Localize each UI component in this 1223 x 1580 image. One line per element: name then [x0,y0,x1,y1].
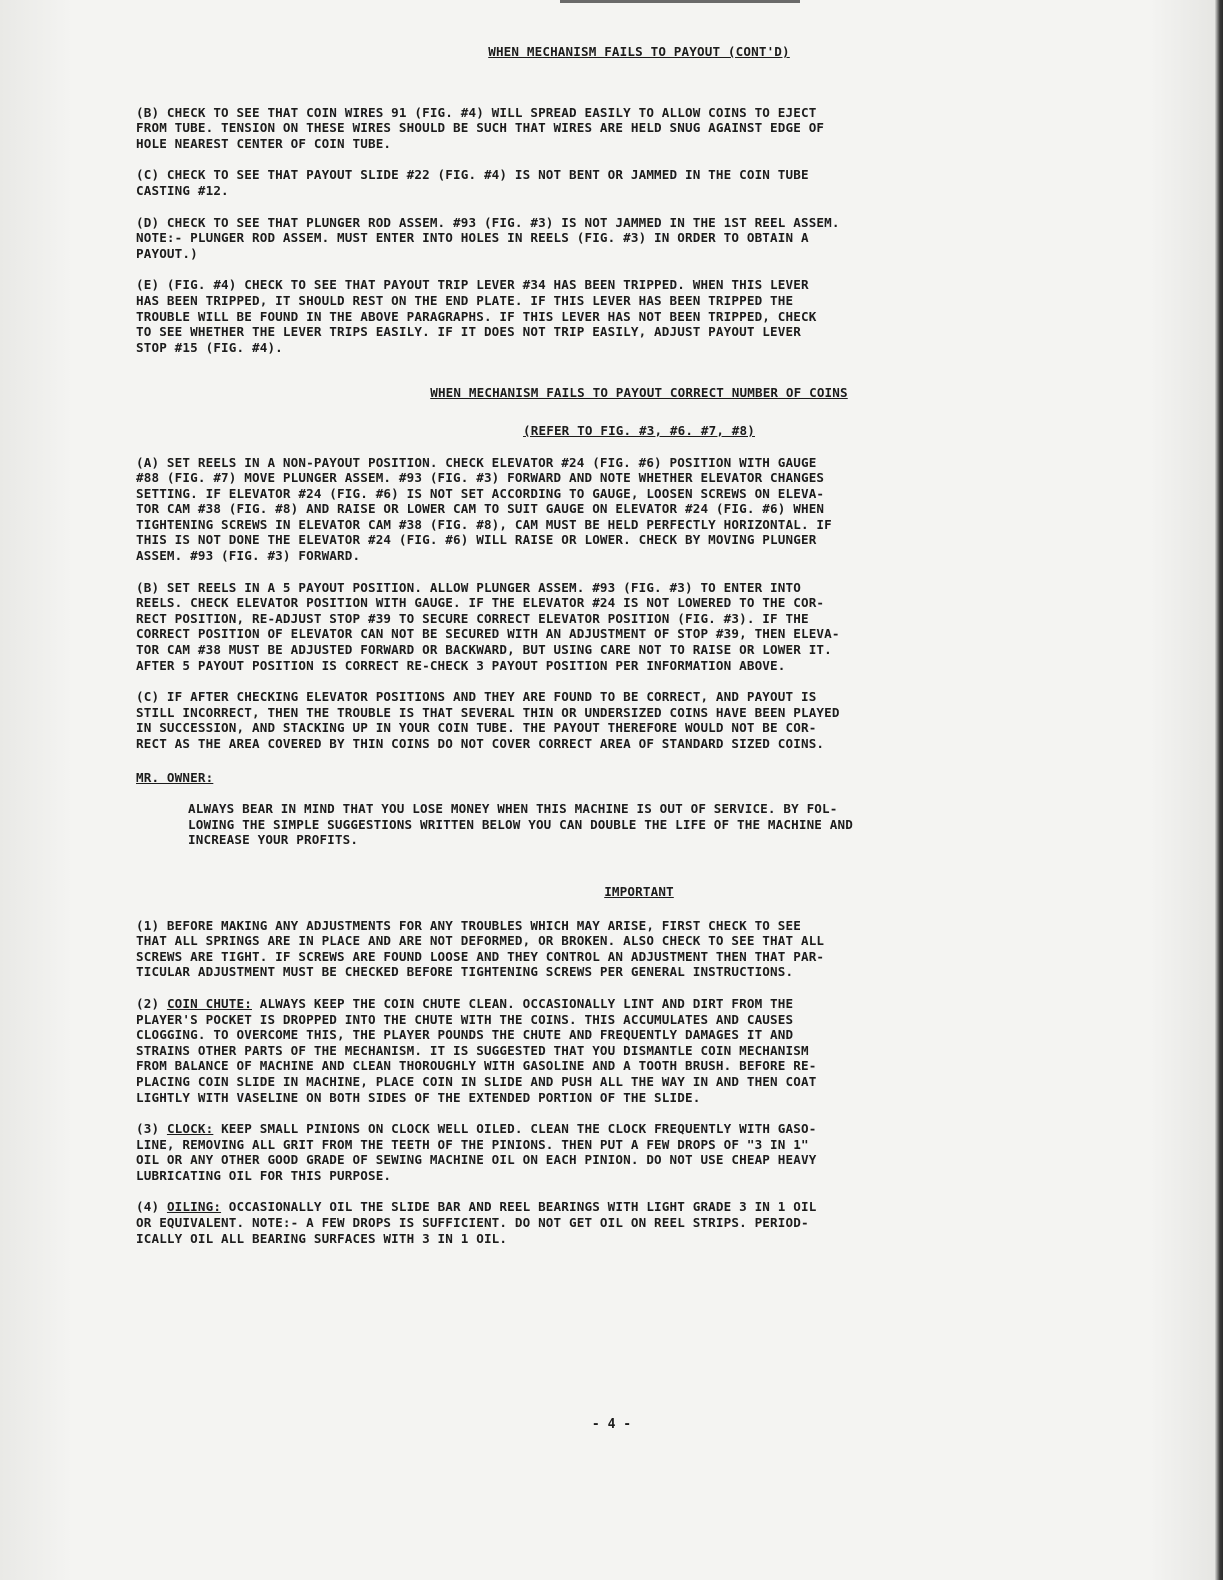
item-4-text: OCCASIONALLY OIL THE SLIDE BAR AND REEL BEARINGS WITH LIGHT GRADE 3 IN 1 OIL OR EQUIVALENT. NOTE:- A FEW DROPS IS SUFFICIENT. DO NOT GET OIL ON REEL STRIPS. PERIOD- ICALLY OIL ALL BEARING SURFACES WITH 3 IN 1 OIL. [136,1199,817,1246]
paragraph-2b: (B) SET REELS IN A 5 PAYOUT POSITION. ALLOW PLUNGER ASSEM. #93 (FIG. #3) TO ENTER INTO REELS. CHECK ELEVATOR POSITION WITH GAUGE. IF THE ELEVATOR #24 IS NOT LOWERED TO THE COR- RECT POSITION, RE-ADJUST STOP #39 TO SECURE CORRECT ELEVATOR POSITION (FIG. #3). IF THE CORRECT POSITION OF ELEVATOR CAN NOT BE SECURED WITH AN ADJUSTMENT OF STOP #39, THEN ELEVA- TOR CAM #38 MUST BE ADJUSTED FORWARD OR BACKWARD, BUT USING CARE NOT TO RAISE OR LOWER IT. AFTER 5 PAYOUT POSITION IS CORRECT RE-CHECK 3 PAYOUT POSITION PER INFORMATION ABOVE. [136,579,840,673]
important-item-1: (1) BEFORE MAKING ANY ADJUSTMENTS FOR ANY TROUBLES WHICH MAY ARISE, FIRST CHECK TO SEE THAT ALL SPRINGS ARE IN PLACE AND ARE NOT DEFORMED, OR BROKEN. ALSO CHECK TO SEE THAT ALL SCREWS ARE TIGHT. IF SCREWS ARE FOUND LOOSE AND THEY CONTROL AN ADJUSTMENT THEN THAT PAR- TICULAR ADJUSTMENT MUST BE CHECKED BEFORE TIGHTENING SCREWS PER GENERAL INSTRUCTIONS. [136,917,825,980]
heading-refer-figs: (REFER TO FIG. #3, #6. #7, #8) [523,422,755,438]
coin-chute-label: COIN CHUTE: [166,995,252,1011]
heading-important: IMPORTANT [604,883,674,899]
heading-correct-number: WHEN MECHANISM FAILS TO PAYOUT CORRECT NUMBER OF COINS [430,385,848,401]
page-number: - 4 - [591,1417,632,1432]
document-body [136,44,1056,1246]
important-item-3 [136,1121,1056,1183]
paragraph-b: (B) CHECK TO SEE THAT COIN WIRES 91 (FIG. #4) WILL SPREAD EASILY TO ALLOW COINS TO EJECT FROM TUBE. TENSION ON THESE WIRES SHOULD BE SUCH THAT WIRES ARE HELD SNUG AGAINST EDGE OF HOLE NEAREST CENTER OF COIN TUBE. [136,104,825,151]
important-item-2 [136,996,1056,1105]
important-item-4 [136,1199,1056,1246]
heading-payout-contd: WHEN MECHANISM FAILS TO PAYOUT (CONT'D) [488,44,790,59]
page-top-edge [560,0,800,3]
clock-label: CLOCK: [166,1121,214,1137]
page-right-edge [1215,0,1223,1580]
item-4-number: (4) [136,1199,160,1215]
paragraph-2a: (A) SET REELS IN A NON-PAYOUT POSITION. CHECK ELEVATOR #24 (FIG. #6) POSITION WITH GAUGE #88 (FIG. #7) MOVE PLUNGER ASSEM. #93 (FIG. #3) FORWARD AND NOTE WHETHER ELEVATOR CHANGES SETTING. IF ELEVATOR #24 (FIG. #6) IS NOT SET ACCORDING TO GAUGE, LOOSEN SCREWS ON ELEVA- TOR CAM #38 (FIG. #8) AND RAISE OR LOWER CAM TO SUIT GAUGE ON ELEVATOR #24 (FIG. #6) WHEN TIGHTENING SCREWS IN ELEVATOR CAM #38 (FIG. #8), CAM MUST BE HELD PERFECTLY HORIZONTAL. IF THIS IS NOT DONE THE ELEVATOR #24 (FIG. #6) WILL RAISE OR LOWER. CHECK BY MOVING PLUNGER ASSEM. #93 (FIG. #3) FORWARD. [136,454,832,564]
paragraph-2c: (C) IF AFTER CHECKING ELEVATOR POSITIONS AND THEY ARE FOUND TO BE CORRECT, AND PAYOUT IS STILL INCORRECT, THEN THE TROUBLE IS THAT SEVERAL THIN OR UNDERSIZED COINS HAVE BEEN PLAYED IN SUCCESSION, AND STACKING UP IN YOUR COIN TUBE. THE PAYOUT THEREFORE WOULD NOT BE COR- RECT AS THE AREA COVERED BY THIN COINS DO NOT COVER CORRECT AREA OF STANDARD SIZED COINS. [136,689,840,751]
oiling-label: OILING: [166,1199,222,1215]
item-2-text: ALWAYS KEEP THE COIN CHUTE CLEAN. OCCASIONALLY LINT AND DIRT FROM THE PLAYER'S POCKET IS DROPPED INTO THE CHUTE WITH THE COINS. THIS ACCUMULATES AND CAUSES CLOGGING. TO OVERCOME THIS, THE PLAYER POUNDS THE CHUTE AND FREQUENTLY DAMAGES IT AND STRAINS OTHER PARTS OF THE MECHANISM. IT IS SUGGESTED THAT YOU DISMANTLE COIN MECHANISM FROM BALANCE OF MACHINE AND CLEAN THOROUGHLY WITH GASOLINE AND A TOOTH BRUSH. BEFORE RE- PLACING COIN SLIDE IN MACHINE, PLACE COIN IN SLIDE AND PUSH ALL THE WAY IN AND THEN COAT LIGHTLY WITH VASELINE ON BOTH SIDES OF THE EXTENDED PORTION OF THE SLIDE. [136,995,817,1105]
paragraph-d: (D) CHECK TO SEE THAT PLUNGER ROD ASSEM. #93 (FIG. #3) IS NOT JAMMED IN THE 1ST REEL ASSEM. NOTE:- PLUNGER ROD ASSEM. MUST ENTER INTO HOLES IN REELS (FIG. #3) IN ORDER TO OBTAIN A PAYOUT.) [136,214,840,261]
owner-label: MR. OWNER: [136,769,214,785]
item-3-number: (3) [136,1121,160,1137]
item-3-text: KEEP SMALL PINIONS ON CLOCK WELL OILED. CLEAN THE CLOCK FREQUENTLY WITH GASO- LINE, REMOVING ALL GRIT FROM THE TEETH OF THE PINIONS. THEN PUT A FEW DROPS OF "3 IN 1" OIL OR ANY OTHER GOOD GRADE OF SEWING MACHINE OIL ON EACH PINION. DO NOT USE CHEAP HEAVY LUBRICATING OIL FOR THIS PURPOSE. [136,1121,817,1183]
owner-paragraph: ALWAYS BEAR IN MIND THAT YOU LOSE MONEY WHEN THIS MACHINE IS OUT OF SERVICE. BY FOL- LOWING THE SIMPLE SUGGESTIONS WRITTEN BELOW YOU CAN DOUBLE THE LIFE OF THE MACHINE AND INCREASE YOUR PROFITS. [188,801,853,848]
item-2-number: (2) [136,995,160,1011]
paragraph-e: (E) (FIG. #4) CHECK TO SEE THAT PAYOUT TRIP LEVER #34 HAS BEEN TRIPPED. WHEN THIS LEVER HAS BEEN TRIPPED, IT SHOULD REST ON THE END PLATE. IF THIS LEVER HAS BEEN TRIPPED THE TROUBLE WILL BE FOUND IN THE ABOVE PARAGRAPHS. IF THIS LEVER HAS NOT BEEN TRIPPED, CHECK TO SEE WHETHER THE LEVER TRIPS EASILY. IF IT DOES NOT TRIP EASILY, ADJUST PAYOUT LEVER STOP #15 (FIG. #4). [136,277,817,355]
paragraph-c: (C) CHECK TO SEE THAT PAYOUT SLIDE #22 (FIG. #4) IS NOT BENT OR JAMMED IN THE COIN TUBE CASTING #12. [136,167,809,198]
